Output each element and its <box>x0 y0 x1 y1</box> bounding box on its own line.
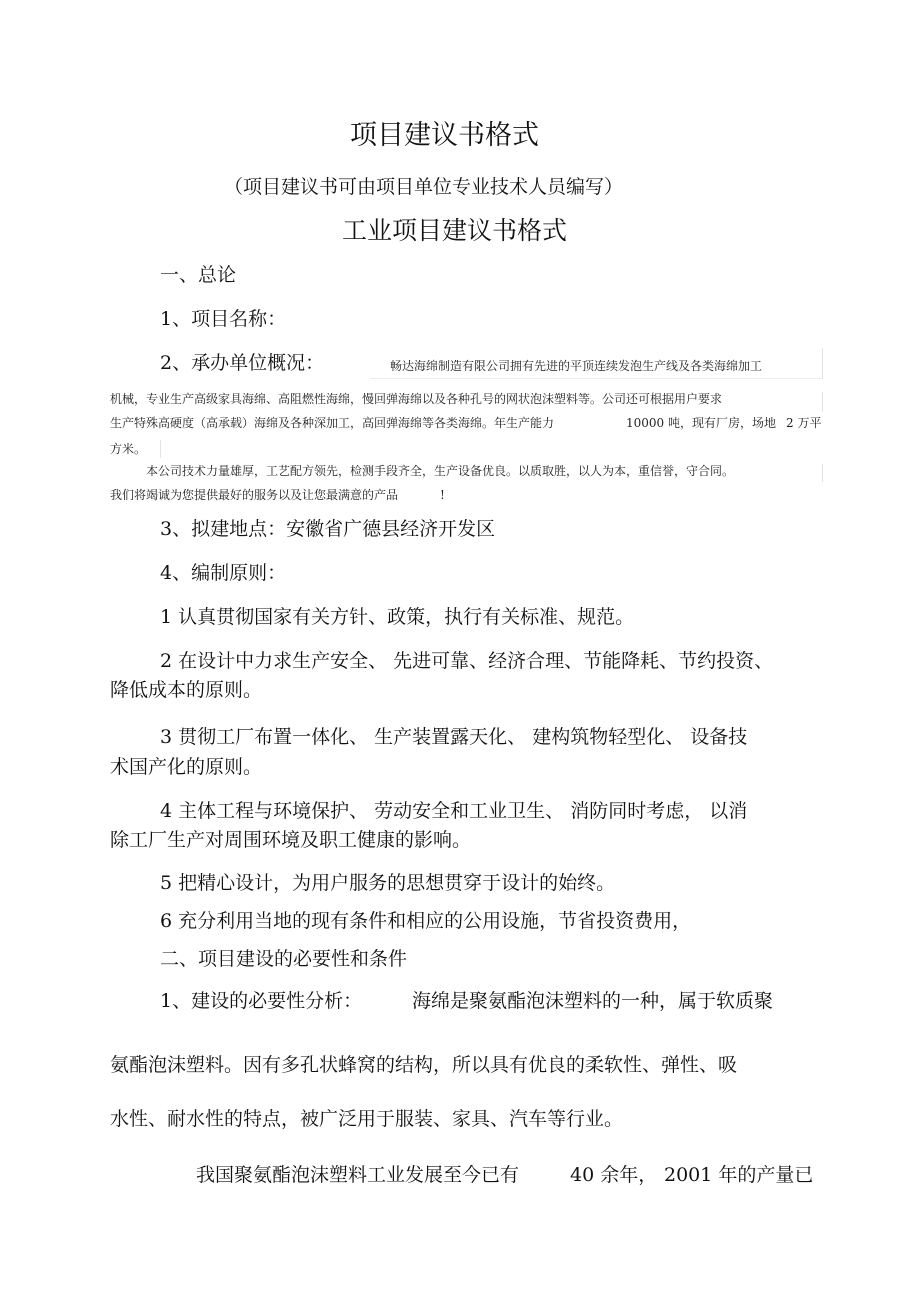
section2-heading: 二、项目建设的必要性和条件 <box>160 948 408 970</box>
industry-history-output: 2001 年的产量已 <box>664 1164 814 1186</box>
doc-subtitle-2: 工业项目建议书格式 <box>342 216 568 245</box>
principle-line: 5 把精心设计，为用户服务的思想贯穿于设计的始终。 <box>160 872 616 894</box>
company-intro-line: 畅达海绵制造有限公司拥有先进的平顶连续发泡生产线及各类海绵加工 <box>390 359 763 373</box>
industry-history-text: 我国聚氨酯泡沫塑料工业发展至今已有 <box>196 1164 520 1186</box>
principle-line: 6 充分利用当地的现有条件和相应的公用设施，节省投资费用， <box>160 910 692 932</box>
company-intro-line: 方米。 <box>110 442 147 456</box>
company-intro-area: 2 万平 <box>786 416 822 430</box>
necessity-para-line: 水性、耐水性的特点，被广泛用于服装、家具、汽车等行业。 <box>110 1108 624 1130</box>
company-intro-line: 我们将竭诚为您提供最好的服务以及让您最满意的产品 <box>110 488 399 502</box>
section1-heading: 一、总论 <box>160 264 237 286</box>
industry-history-years: 40 余年， <box>570 1164 658 1186</box>
company-intro-exclaim: ! <box>440 488 445 502</box>
company-intro-capacity: 10000 吨，现有厂房，场地 <box>626 416 776 430</box>
principle-line: 1 认真贯彻国家有关方针、政策，执行有关标准、规范。 <box>160 606 635 628</box>
item-location: 3、拟建地点：安徽省广德县经济开发区 <box>160 518 496 540</box>
company-intro-line: 机械，专业生产高级家具海绵、高阻燃性海绵，慢回弹海绵以及各种孔号的网状泡沫塑料等。公司还可根据用户要求 <box>110 392 723 406</box>
principle-line: 3 贯彻工厂布置一体化、 生产装置露天化、 建构筑物轻型化、 设备技 <box>160 726 748 748</box>
principle-line: 除工厂生产对周围环境及职工健康的影响。 <box>110 829 472 851</box>
principle-line: 2 在设计中力求生产安全、 先进可靠、经济合理、节能降耗、节约投资、 <box>160 650 774 672</box>
principle-line: 降低成本的原则。 <box>110 679 263 701</box>
company-intro-line: 生产特殊高硬度（高承载）海绵及各种深加工，高回弹海绵等各类海绵。年生产能力 <box>110 416 555 430</box>
principle-line: 4 主体工程与环境保护、 劳动安全和工业卫生、 消防同时考虑， 以消 <box>160 800 748 822</box>
company-intro-line: 本公司技术力量雄厚，工艺配方领先，检测手段齐全，生产设备优良。以质取胜，以人为本，重信誉，守合同。 <box>146 464 735 478</box>
item-project-name: 1、项目名称： <box>160 308 287 330</box>
item-principles-label: 4、编制原则： <box>160 562 287 584</box>
doc-subtitle: （项目建议书可由项目单位专业技术人员编写） <box>224 176 624 198</box>
necessity-para-line: 氨酯泡沫塑料。因有多孔状蜂窝的结构，所以具有优良的柔软性、弹性、吸 <box>110 1054 738 1076</box>
doc-title: 项目建议书格式 <box>350 120 539 151</box>
intro-box-divider <box>160 440 161 458</box>
principle-line: 术国产化的原则。 <box>110 756 263 778</box>
item-organizer-label: 2、承办单位概况： <box>160 352 325 374</box>
necessity-label: 1、建设的必要性分析： <box>160 990 363 1012</box>
necessity-text: 海绵是聚氨酯泡沫塑料的一种，属于软质聚 <box>412 990 774 1012</box>
